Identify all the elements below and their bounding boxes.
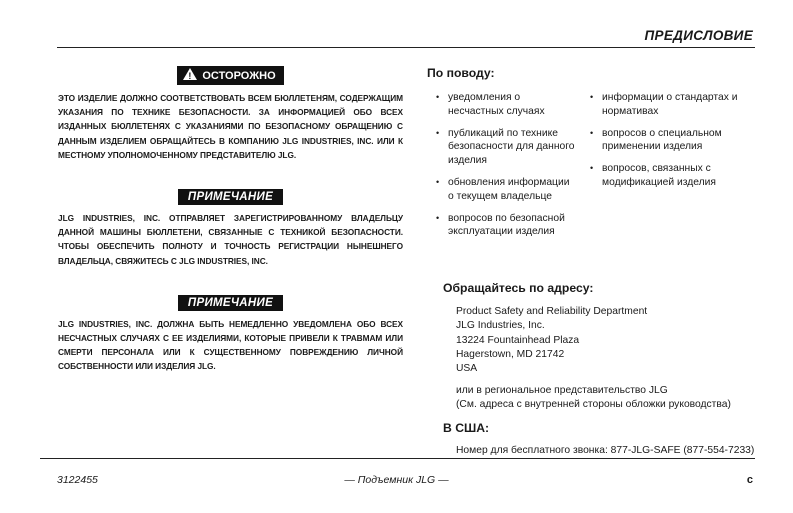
topics-list-1 — [436, 91, 576, 239]
regional-office — [456, 384, 731, 413]
address-heading: Обращайтесь по адресу: — [443, 281, 594, 295]
address-block — [456, 305, 647, 376]
list-item: • вопросов по безопасной эксплуатации изделия — [436, 212, 576, 240]
list-item: • вопросов, связанных с модификацией изделия — [590, 162, 740, 190]
list-item: • уведомления о несчастных случаях — [436, 91, 576, 119]
caution-badge — [177, 66, 283, 85]
doc-number: 3122455 — [57, 474, 98, 486]
right-column — [427, 66, 757, 80]
regional-note: (См. адреса с внутренней стороны обложки руководства) — [456, 399, 731, 411]
topics-heading: По поводу: — [427, 66, 495, 80]
list-item: • вопросов о специальном применении изделия — [590, 127, 740, 155]
note2-label: ПРИМЕЧАНИЕ — [178, 295, 283, 311]
note1-notice — [58, 187, 403, 205]
regional-line: или в региональное представительство JLG — [456, 385, 668, 396]
footer-center: — Подъемник JLG — — [344, 474, 449, 486]
address-line: 13224 Fountainhead Plaza — [456, 334, 580, 346]
caution-label: ОСТОРОЖНО — [202, 70, 276, 82]
left-column — [58, 66, 403, 374]
note2-text: JLG INDUSTRIES, INC. ДОЛЖНА БЫТЬ НЕМЕДЛЕННО УВЕДОМЛЕНА ОБО ВСЕХ НЕСЧАСТНЫХ СЛУЧАЯХ С ЕЕ ИЗДЕЛИЯМИ, КОТОРЫЕ ПРИВЕЛИ К ТРАВМАМ ИЛИ СМЕРТИ ПЕРСОНАЛА ИЛИ К СУЩЕСТВЕННОМУ ПОВРЕЖДЕНИЮ ЛИЧНОЙ СОБСТВЕННОСТИ ИЛИ ИЗДЕЛИЯ JLG. — [58, 318, 403, 372]
address-line: Product Safety and Reliability Department — [456, 306, 648, 317]
note1-label: ПРИМЕЧАНИЕ — [178, 189, 283, 205]
phone-number: Номер для бесплатного звонка: 877-JLG-SAFE (877-554-7233) — [456, 445, 755, 456]
list-item: • публикаций по технике безопасности для данного изделия — [436, 127, 576, 168]
list-item: • информации о стандартах и нормативах — [590, 91, 740, 119]
address-line: JLG Industries, Inc. — [456, 320, 545, 332]
caution-notice — [58, 66, 403, 85]
address-line: USA — [456, 363, 478, 375]
note2-notice — [58, 293, 403, 311]
list-item: • обновления информации о текущем владельце — [436, 176, 576, 204]
note1-text: JLG INDUSTRIES, INC. ОТПРАВЛЯЕТ ЗАРЕГИСТРИРОВАННОМУ ВЛАДЕЛЬЦУ ДАННОЙ МАШИНЫ БЮЛЛЕТЕНИ, СВЯЗАННЫЕ С ТЕХНИКОЙ БЕЗОПАСНОСТИ. ЧТОБЫ ОБЕСПЕЧИТЬ ПОЛНОТУ И ТОЧНОСТЬ РЕГИСТРАЦИИ НЫНЕШНЕГО ВЛАДЕЛЬЦА, СВЯЖИТЕСЬ С JLG INDUSTRIES, INC. — [58, 213, 403, 266]
topics-list-2 — [590, 91, 740, 190]
address-line: Hagerstown, MD 21742 — [456, 348, 565, 360]
usa-heading: В США: — [443, 421, 490, 435]
page-title: ПРЕДИСЛОВИЕ — [644, 28, 753, 43]
page-number: c — [746, 474, 753, 486]
caution-text: ЭТО ИЗДЕЛИЕ ДОЛЖНО СООТВЕТСТВОВАТЬ ВСЕМ БЮЛЛЕТЕНЯМ, СОДЕРЖАЩИМ УКАЗАНИЯ ПО ТЕХНИКЕ БЕЗОПАСНОСТИ. ЗА ИНФОРМАЦИЕЙ ОБО ВСЕХ ИЗДАННЫХ БЮЛЛЕТЕНЯХ С УКАЗАНИЯМИ ПО БЕЗОПАСНОМУ ОБРАЩЕНИЮ С ДАННЫМ ИЗДЕЛИЕМ ОБРАЩАЙТЕСЬ В КОМПАНИЮ JLG INDUSTRIES, INC. ИЛИ К МЕСТНОМУ УПОЛНОМОЧЕННОМУ ПРЕДСТАВИТЕЛЮ JLG. — [58, 93, 403, 160]
footer-rule — [40, 458, 755, 459]
warning-icon: ! — [183, 68, 197, 80]
header-rule — [57, 47, 755, 48]
